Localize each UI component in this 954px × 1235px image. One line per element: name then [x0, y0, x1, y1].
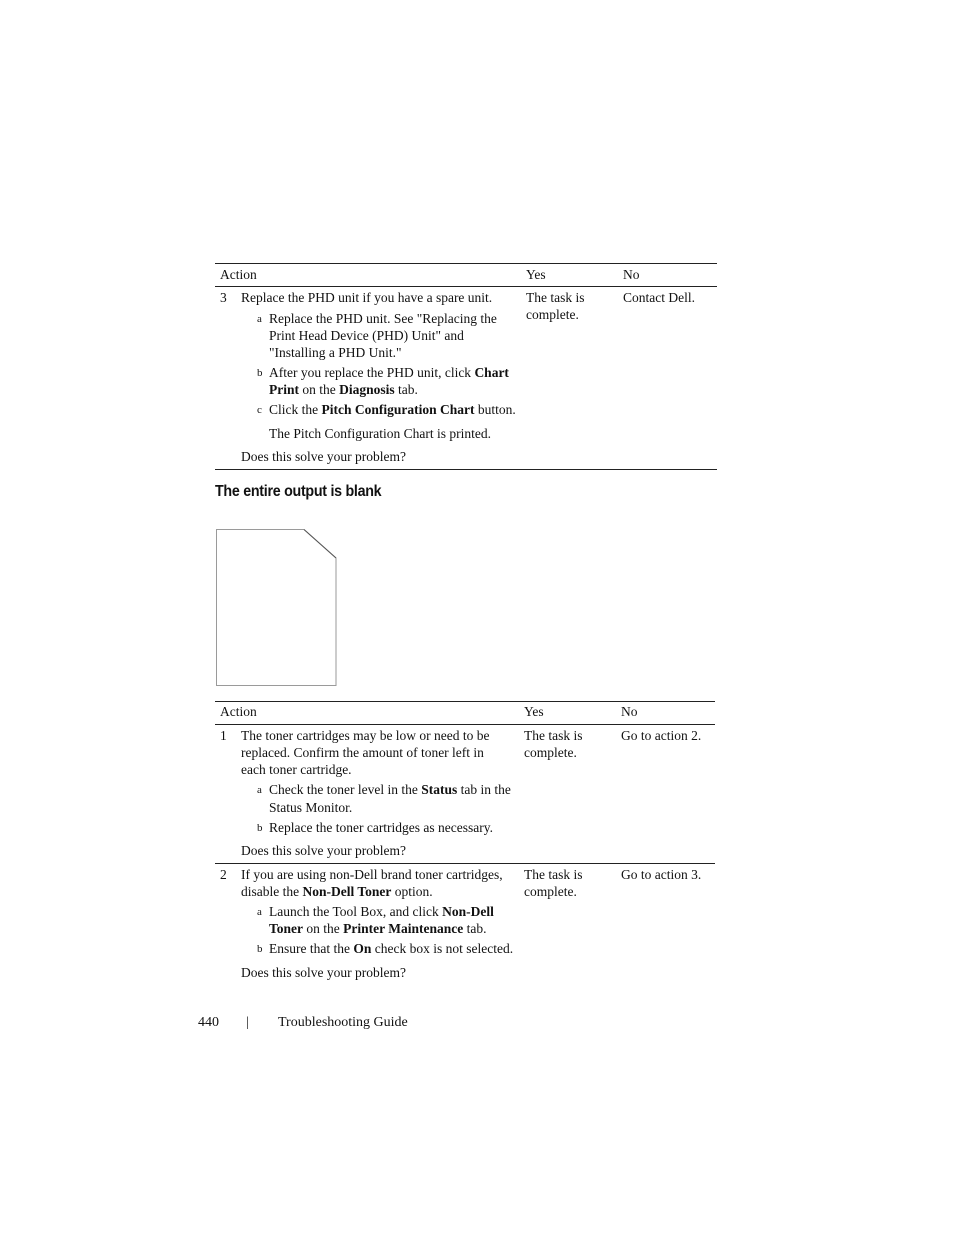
step-letter: c [257, 404, 262, 416]
row-main-text [241, 727, 490, 778]
step-b [257, 940, 514, 957]
step-b [257, 364, 509, 398]
step-text: Click the [269, 402, 322, 417]
row-number: 2 [220, 867, 227, 882]
page-number: 440 [198, 1015, 219, 1030]
yes-result [526, 289, 585, 323]
step-bold-text: Printer Maintenance [343, 921, 464, 936]
step-text: Ensure that the [269, 941, 354, 956]
step-text: Replace the toner cartridges as necessary. [269, 820, 494, 835]
footer-separator: | [246, 1015, 249, 1030]
row-number: 1 [220, 728, 227, 743]
step-a-line: Replace the PHD unit. See "Replacing the [269, 311, 497, 326]
table-1-header-action: Action [220, 267, 257, 282]
no-result: Go to action 3. [621, 867, 702, 882]
yes-line: complete. [526, 307, 579, 322]
step-bold-text: Diagnosis [339, 382, 395, 397]
step-a [257, 781, 511, 816]
main-line: replaced. Confirm the amount of toner left in [241, 745, 484, 760]
step-bold-text: Chart [474, 365, 509, 380]
yes-line: The task is [526, 290, 585, 305]
table-2-header-no: No [621, 704, 638, 719]
step-text: Check the toner level in the [269, 782, 422, 797]
step-c [257, 401, 516, 418]
table-2-header-action: Action [220, 704, 257, 719]
table-1-header-rule [215, 286, 717, 287]
yes-line: The task is [524, 867, 583, 882]
step-text: button. [474, 402, 516, 417]
yes-result [524, 866, 583, 900]
table-2-top-rule [215, 701, 715, 702]
step-text: tab. [463, 921, 487, 936]
step-letter: a [257, 784, 262, 796]
table-1-header-yes: Yes [526, 267, 546, 282]
step-letter: a [257, 906, 262, 918]
question: Does this solve your problem? [241, 965, 406, 980]
step-text: tab. [394, 382, 418, 397]
main-line: The toner cartridges may be low or need to be [241, 728, 490, 743]
step-bold-text: Toner [269, 921, 304, 936]
step-letter: a [257, 313, 262, 325]
yes-result [524, 727, 583, 761]
step-letter: b [257, 943, 263, 955]
main-text: disable the [241, 884, 303, 899]
main-line: each toner cartridge. [241, 762, 352, 777]
yes-line: The task is [524, 728, 583, 743]
step-bold-text: Non-Dell [442, 904, 494, 919]
main-line: If you are using non-Dell brand toner cartridges, [241, 867, 503, 882]
no-result: Go to action 2. [621, 728, 702, 743]
row-number: 3 [220, 290, 227, 305]
question: Does this solve your problem? [241, 843, 406, 858]
table-2-row-rule [215, 863, 715, 864]
step-text: tab in the [457, 782, 511, 797]
step-a-line: Print Head Device (PHD) Unit" and [269, 328, 464, 343]
table-1-bottom-rule [215, 469, 717, 470]
step-letter: b [257, 367, 263, 379]
footer-title: Troubleshooting Guide [278, 1015, 408, 1030]
main-bold-text: Non-Dell Toner [302, 884, 392, 899]
step-letter: b [257, 822, 263, 834]
step-text: Status Monitor. [269, 800, 353, 815]
step-a [257, 310, 497, 361]
step-bold-text: On [353, 941, 372, 956]
step-text: Launch the Tool Box, and click [269, 904, 443, 919]
step-text: on the [303, 921, 344, 936]
step-a-line: "Installing a PHD Unit." [269, 345, 402, 360]
table-2-header-yes: Yes [524, 704, 544, 719]
row-main-text: Replace the PHD unit if you have a spare unit. [241, 290, 493, 305]
yes-line: complete. [524, 884, 577, 899]
yes-line: complete. [524, 745, 577, 760]
table-1-top-rule [215, 263, 717, 264]
main-text: option. [391, 884, 433, 899]
step-bold-text: Pitch Configuration Chart [321, 402, 475, 417]
step-bold-text: Print [269, 382, 299, 397]
step-a [257, 903, 494, 937]
step-note: The Pitch Configuration Chart is printed. [269, 426, 491, 441]
step-bold-text: Status [421, 782, 458, 797]
blank-page-icon [215, 528, 339, 688]
question: Does this solve your problem? [241, 449, 406, 464]
table-1-header-no: No [623, 267, 640, 282]
table-2-header-rule [215, 724, 715, 725]
no-result: Contact Dell. [623, 290, 695, 305]
step-text: check box is not selected. [371, 941, 514, 956]
section-title: The entire output is blank [215, 483, 382, 500]
step-b [257, 819, 494, 836]
step-text: on the [299, 382, 340, 397]
step-text: After you replace the PHD unit, click [269, 365, 475, 380]
row-main-text [241, 866, 503, 900]
